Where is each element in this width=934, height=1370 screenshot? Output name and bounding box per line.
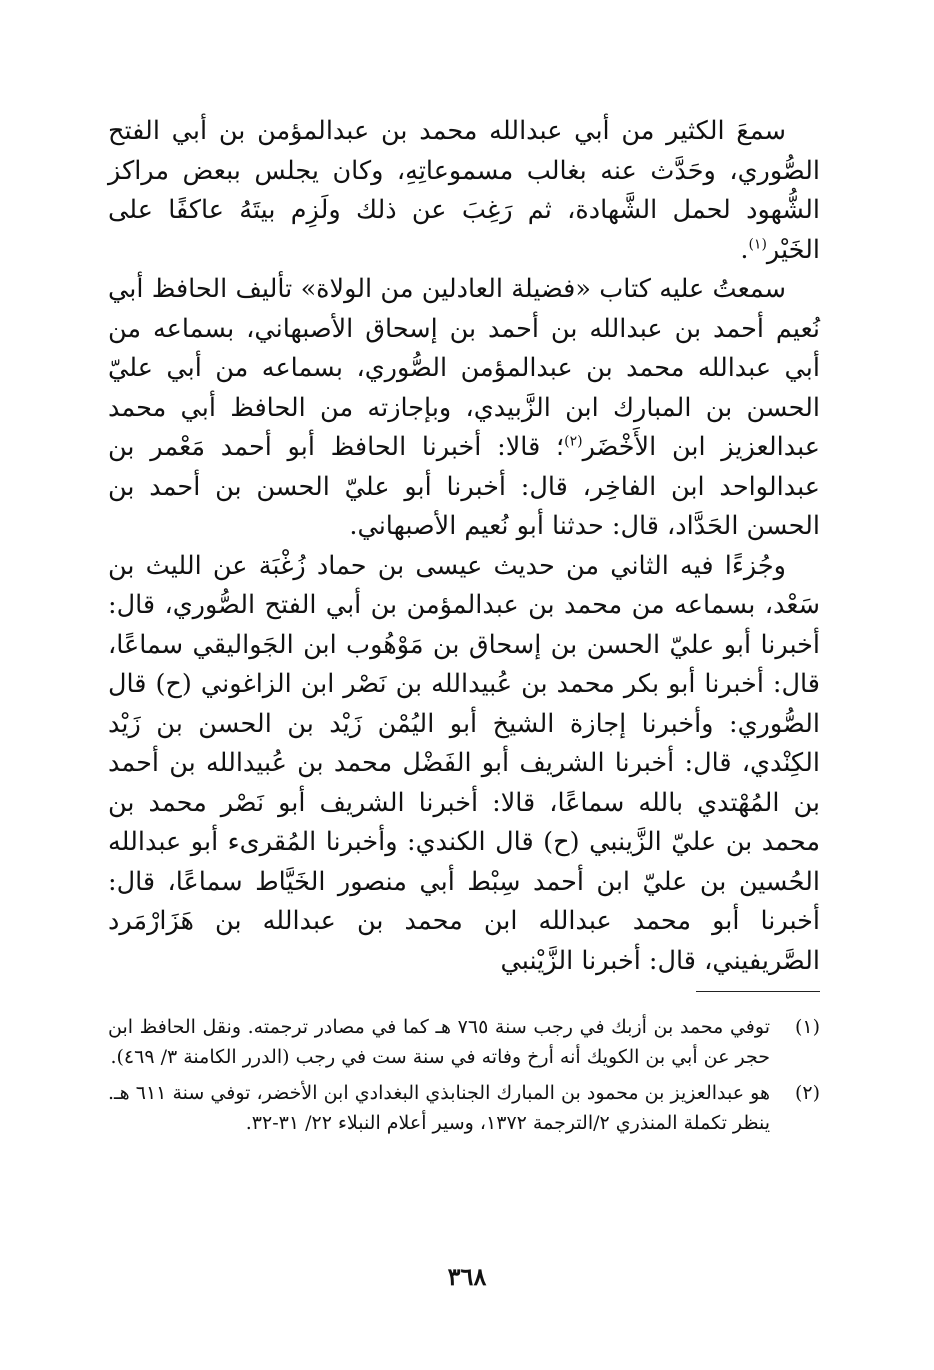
paragraph-text: سمعَ الكثير من أبي عبدالله محمد بن عبدالمؤمن بن أبي الفتح الصُّوري، وحَدَّث عنه بغالب مسموعاتِهِ، وكان يجلس ببعض مراكز الشُّهود لحمل الشَّهادة، ثم رَغِبَ عن ذلك ولَزِم بيتَهُ عاكفًا على الخَيْر xyxy=(108,116,820,265)
paragraph-text: . xyxy=(740,234,749,265)
footnote-text: هو عبدالعزيز بن محمود بن المبارك الجنابذي البغدادي ابن الأخضر، توفي سنة ٦١١ هـ. ينظر تكملة المنذري ٢/الترجمة ١٣٧٢، وسير أعلام النبلاء ٢٢/ ٣١-٣٢. xyxy=(108,1082,770,1134)
footnote-text: توفي محمد بن أزبك في رجب سنة ٧٦٥ هـ كما في مصادر ترجمته. ونقل الحافظ ابن حجر عن أبي بن الكويك أنه أرخ وفاته في سنة ست في رجب (الدرر الكامنة ٣/ ٤٦٩). xyxy=(108,1016,770,1068)
paragraph xyxy=(108,547,820,982)
footnote xyxy=(108,1078,820,1138)
footnote-marker: (١) xyxy=(748,236,767,252)
paragraph xyxy=(108,270,820,547)
footnote xyxy=(108,1012,820,1072)
main-text xyxy=(108,112,820,981)
footnotes xyxy=(108,1012,820,1144)
footnote-number: (٢) xyxy=(794,1082,820,1104)
paragraph xyxy=(108,112,820,270)
paragraph-text: سمعتُ عليه كتاب «فضيلة العادلين من الولاة» تأليف الحافظ أبي نُعيم أحمد بن عبدالله بن أحمد بن إسحاق الأصبهاني، بسماعه من أبي عبدالله محمد بن عبدالمؤمن الصُّوري، بسماعه من أبي عليّ الحسن بن المبارك ابن الزَّبيدي، وبإجازته من الحافظ أبي محمد عبدالعزيز ابن الأَخْضَر xyxy=(108,274,820,462)
footnote-divider xyxy=(696,991,820,992)
footnote-number: (١) xyxy=(794,1016,820,1038)
paragraph-text: ؛ قالا: أخبرنا الحافظ أبو أحمد مَعْمر بن عبدالواحد ابن الفاخِر، قال: أخبرنا أبو عليّ الحسن بن أحمد بن الحسن الحَدَّاد، قال: حدثنا أبو نُعيم الأصبهاني. xyxy=(108,432,820,541)
page-number: ٣٦٨ xyxy=(447,1262,487,1291)
paragraph-text: وجُزءًا فيه الثاني من حديث عيسى بن حماد زُغْبَة عن الليث بن سَعْد، بسماعه من محمد بن عبدالمؤمن بن أبي الفتح الصُّوري، قال: أخبرنا أبو عليّ الحسن بن إسحاق بن مَوْهُوب ابن الجَواليقي سماعًا، قال: أخبرنا أبو بكر محمد بن عُبيدالله بن نَصْر ابن الزاغوني (ح) قال الصُّوري: وأخبرنا إجازة الشيخ أبو اليُمْن زَيْد بن الحسن بن زَيْد الكِنْدي، قال: أخبرنا الشريف أبو الفَضْل محمد بن عُبيدالله بن أحمد بن المُهْتدي بالله سماعًا، قالا: أخبرنا الشريف أبو نَصْر محمد بن محمد بن عليّ الزَّينبي (ح) قال الكندي: وأخبرنا المُقرىء أبو عبدالله الحُسين بن عليّ ابن أحمد سِبْط أبي منصور الخَيَّاط سماعًا، قال: أخبرنا أبو محمد عبدالله ابن محمد بن عبدالله بن هَزَارْمَرد الصَّريفيني، قال: أخبرنا الزَّيْنبي xyxy=(108,550,820,976)
footnote-marker: (٢) xyxy=(564,433,583,450)
